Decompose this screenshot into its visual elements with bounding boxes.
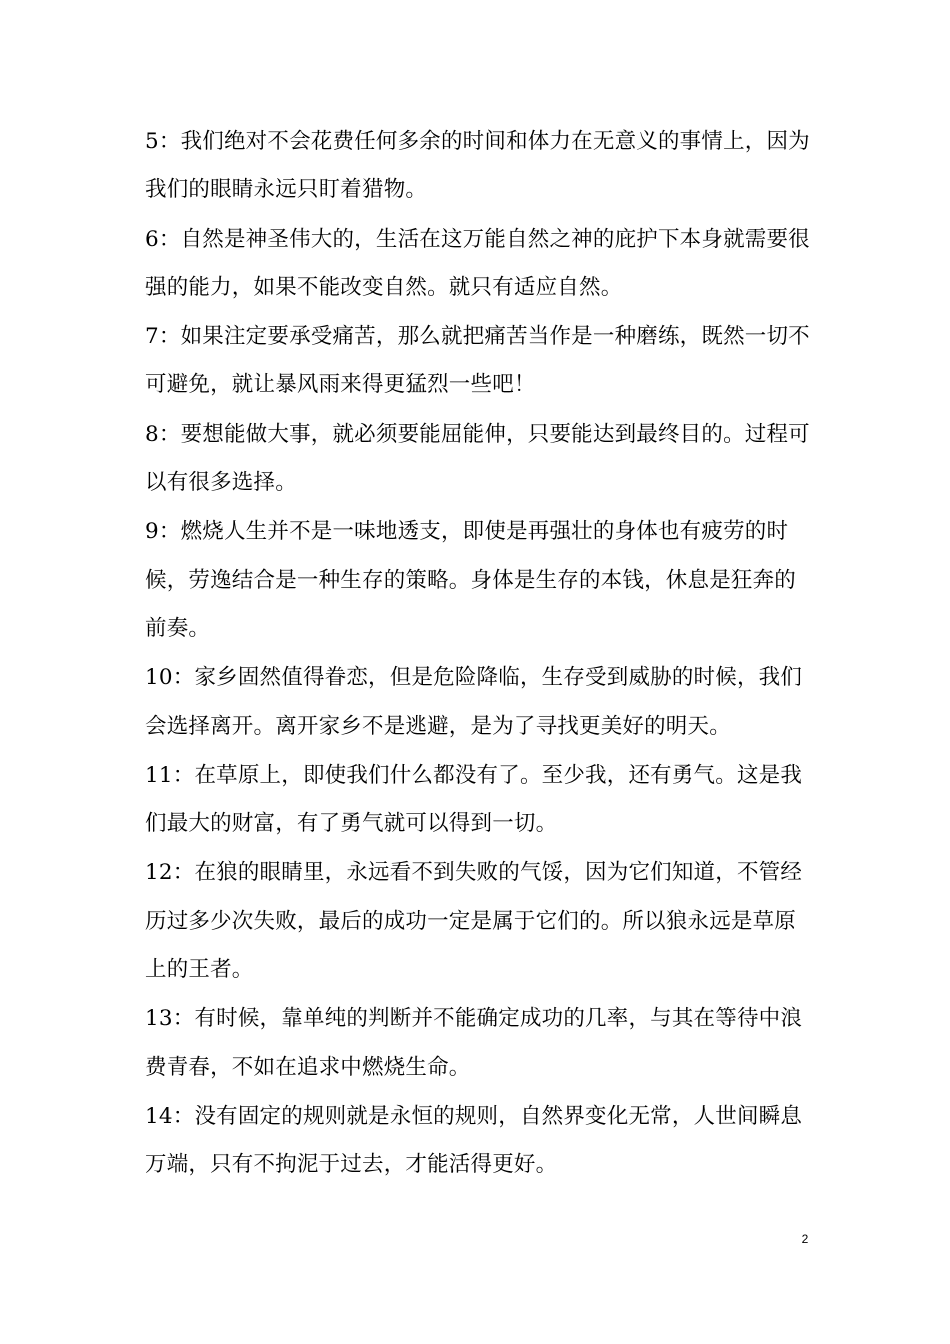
paragraph-5: 5：我们绝对不会花费任何多余的时间和体力在无意义的事情上，因为我们的眼睛永远只盯着猎物。	[145, 129, 810, 203]
paragraph-7: 7：如果注定要承受痛苦，那么就把痛苦当作是一种磨练，既然一切不可避免，就让暴风雨来得更猛烈一些吧！	[145, 324, 810, 398]
paragraph-9: 9：燃烧人生并不是一味地透支，即使是再强壮的身体也有疲劳的时候，劳逸结合是一种生存的策略。身体是生存的本钱，休息是狂奔的前奏。	[145, 519, 797, 641]
page-number: 2	[801, 1232, 809, 1246]
paragraph-12: 12：在狼的眼睛里，永远看不到失败的气馁，因为它们知道，不管经历过多少次失败，最后的成功一定是属于它们的。所以狼永远是草原上的王者。	[145, 860, 803, 983]
paragraph-13: 13：有时候，靠单纯的判断并不能确定成功的几率，与其在等待中浪费青春，不如在追求中燃烧生命。	[145, 1006, 803, 1080]
document-body	[145, 118, 810, 1191]
paragraph-8: 8：要想能做大事，就必须要能屈能伸，只要能达到最终目的。过程可以有很多选择。	[145, 421, 810, 496]
paragraph-6: 6：自然是神圣伟大的，生活在这万能自然之神的庇护下本身就需要很强的能力，如果不能改变自然。就只有适应自然。	[145, 226, 810, 300]
paragraph-14: 14：没有固定的规则就是永恒的规则，自然界变化无常，人世间瞬息万端，只有不拘泥于过去，才能活得更好。	[145, 1103, 803, 1178]
paragraph-10: 10：家乡固然值得眷恋，但是危险降临，生存受到威胁的时候，我们会选择离开。离开家乡不是逃避，是为了寻找更美好的明天。	[145, 665, 803, 739]
paragraph-11: 11：在草原上，即使我们什么都没有了。至少我，还有勇气。这是我们最大的财富，有了勇气就可以得到一切。	[145, 762, 803, 837]
